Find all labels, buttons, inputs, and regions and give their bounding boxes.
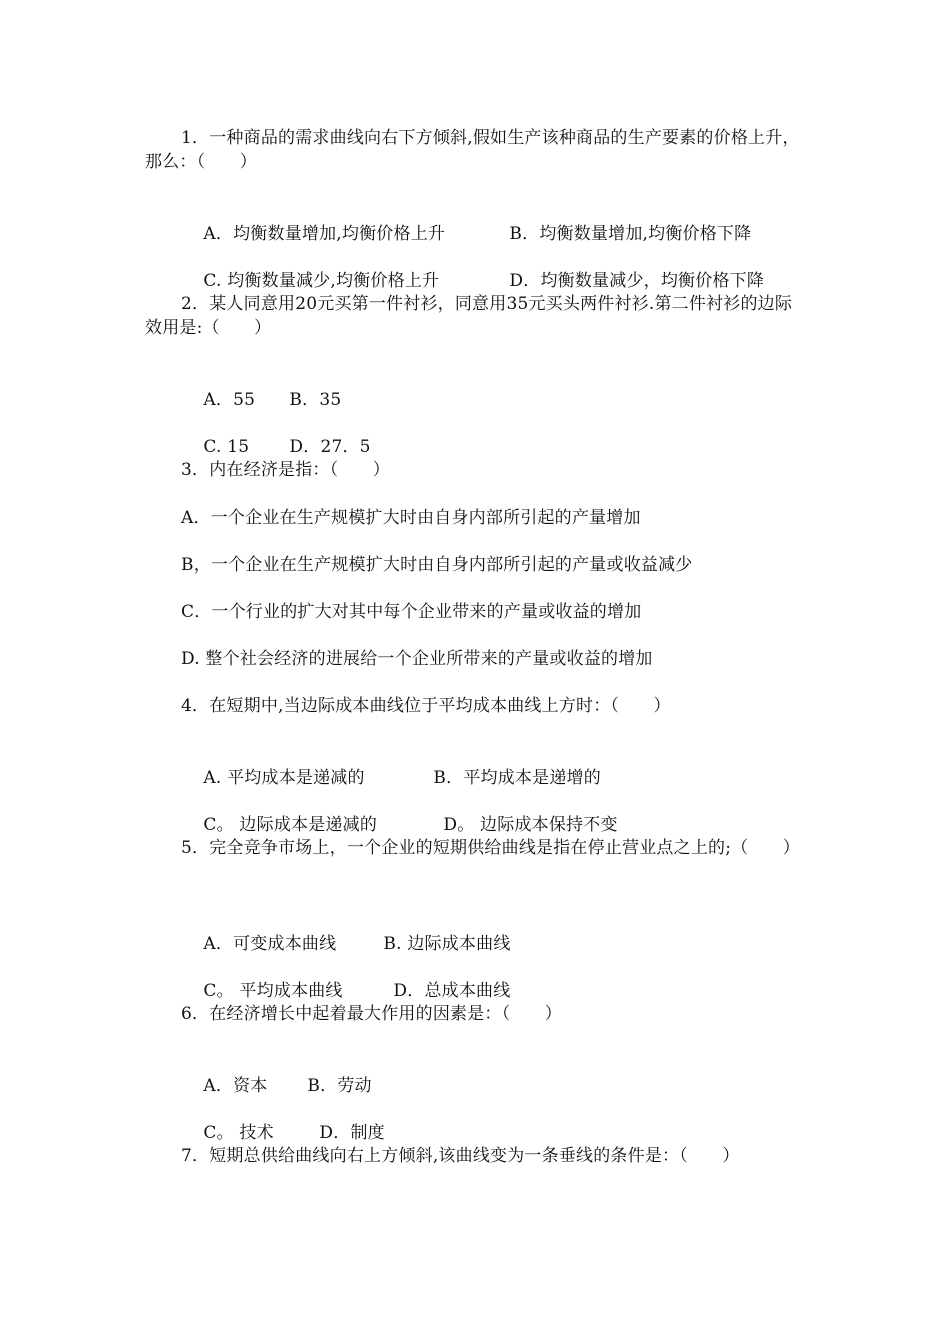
question-4-option-b: B．平均成本是递增的 — [433, 768, 601, 788]
question-3-option-b: B，一个企业在生产规模扩大时由自身内部所引起的产量或收益减少 — [181, 555, 693, 575]
question-4-stem: 4．在短期中,当边际成本曲线位于平均成本曲线上方时：（ ） — [181, 696, 671, 716]
question-1-option-b: B．均衡数量增加,均衡价格下降 — [509, 224, 752, 244]
question-6-option-c: C。 技术 — [203, 1123, 274, 1143]
question-6-option-a: A．资本 — [203, 1076, 268, 1096]
question-3-option-a: A．一个企业在生产规模扩大时由自身内部所引起的产量增加 — [181, 508, 641, 528]
question-1-option-a: A．均衡数量增加,均衡价格上升 — [203, 224, 446, 244]
question-4-option-c: C。 边际成本是递减的 — [203, 815, 378, 835]
question-2-option-a: A．55 — [203, 390, 256, 410]
question-5-option-b: B. 边际成本曲线 — [383, 934, 511, 954]
question-4-option-a: A. 平均成本是递减的 — [203, 768, 365, 788]
question-3-stem: 3．内在经济是指：（ ） — [181, 460, 390, 480]
question-5-option-c: C。 平均成本曲线 — [203, 981, 343, 1001]
question-2-stem: 2．某人同意用20元买第一件衬衫，同意用35元买头两件衬衫.第二件衬衫的边际效用是:（ ） — [145, 294, 793, 338]
question-3-option-d: D. 整个社会经济的进展给一个企业所带来的产量或收益的增加 — [181, 649, 653, 669]
question-5-option-d: D．总成本曲线 — [393, 981, 511, 1001]
question-3-option-c: C．一个行业的扩大对其中每个企业带来的产量或收益的增加 — [181, 602, 642, 622]
question-7-stem: 7．短期总供给曲线向右上方倾斜,该曲线变为一条垂线的条件是：（ ） — [181, 1146, 740, 1166]
question-2-option-d: D．27．5 — [289, 437, 371, 457]
question-2-option-b: B．35 — [289, 390, 342, 410]
question-4-option-d: D。 边际成本保持不变 — [443, 815, 618, 835]
question-2-option-c: C. 15 — [203, 437, 250, 457]
question-5-stem: 5．完全竞争市场上，一个企业的短期供给曲线是指在停止营业点之上的;（ ） — [181, 838, 800, 858]
question-6-stem: 6．在经济增长中起着最大作用的因素是：（ ） — [181, 1004, 562, 1024]
question-6-option-d: D．制度 — [319, 1123, 385, 1143]
question-6-option-b: B．劳动 — [307, 1076, 372, 1096]
question-1-option-c: C. 均衡数量减少,均衡价格上升 — [203, 271, 440, 291]
question-1-stem: 1．一种商品的需求曲线向右下方倾斜,假如生产该种商品的生产要素的价格上升，那么：（ ） — [145, 128, 800, 172]
question-1-option-d: D．均衡数量减少，均衡价格下降 — [509, 271, 765, 291]
question-5-option-a: A．可变成本曲线 — [203, 934, 337, 954]
